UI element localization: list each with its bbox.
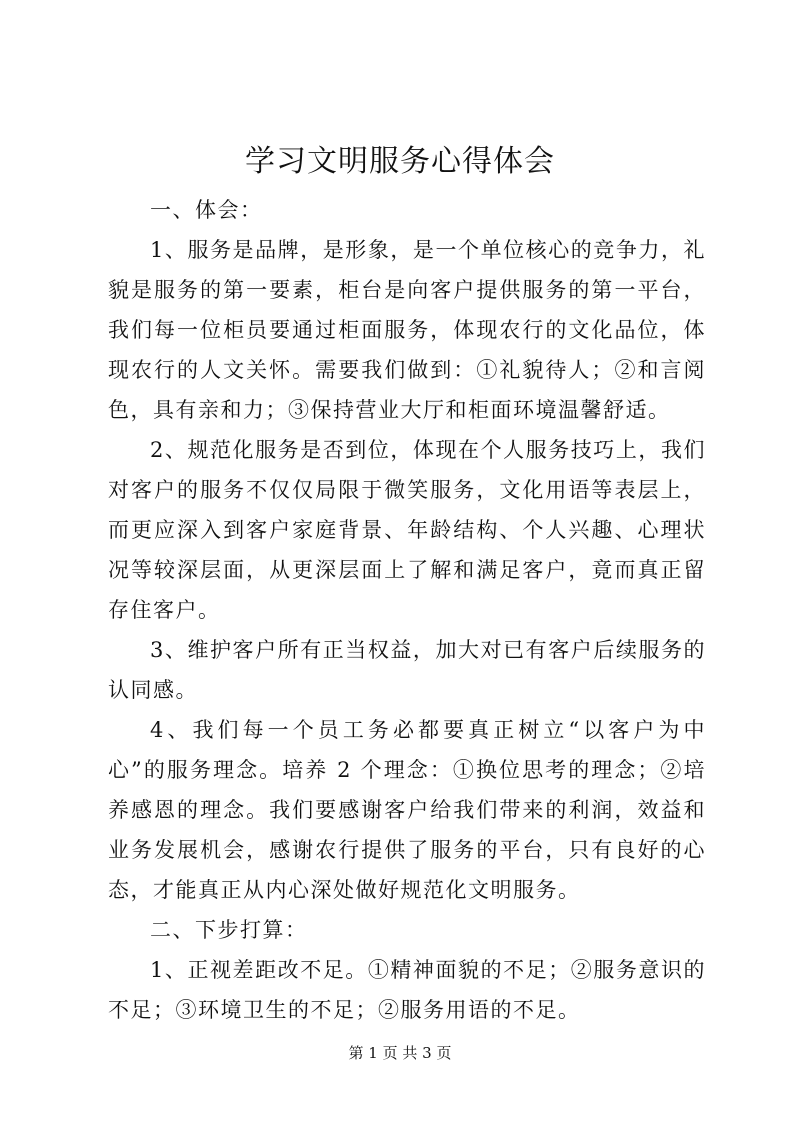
paragraph-customer-rights: 3、维护客户所有正当权益，加大对已有客户后续服务的认同感。	[108, 638, 706, 702]
paragraph-address-shortcomings: 1、正视差距改不足。①精神面貌的不足；②服务意识的不足；③环境卫生的不足；②服务用语的不足。	[108, 958, 706, 1022]
document-title: 学习文明服务心得体会	[245, 144, 555, 179]
document-body	[108, 190, 706, 1030]
section-heading-reflections: 一、体会：	[150, 198, 263, 222]
paragraph-service-brand: 1、服务是品牌，是形象，是一个单位核心的竞争力，礼貌是服务的第一要素，柜台是向客户提供服务的第一平台，我们每一位柜员要通过柜面服务，体现农行的文化品位，体现农行的人文关怀。需要我们做到：①礼貌待人；②和言阅色，具有亲和力；③保持营业大厅和柜面环境温馨舒适。	[108, 238, 706, 422]
paragraph-customer-centric: 4、我们每一个员工务必都要真正树立“以客户为中心”的服务理念。培养 2 个理念：①换位思考的理念；②培养感恩的理念。我们要感谢客户给我们带来的利润，效益和业务发展机会，感谢农行提供了服务的平台，只有良好的心态，才能真正从内心深处做好规范化文明服务。	[108, 718, 706, 902]
section-heading-next-steps: 二、下步打算：	[150, 918, 308, 942]
paragraph-standardized-service: 2、规范化服务是否到位，体现在个人服务技巧上，我们对客户的服务不仅仅局限于微笑服务，文化用语等表层上，而更应深入到客户家庭背景、年龄结构、个人兴趣、心理状况等较深层面，从更深层面上了解和满足客户，竟而真正留存住客户。	[108, 438, 706, 622]
page-number-footer: 第 1 页 共 3 页	[348, 1044, 452, 1062]
